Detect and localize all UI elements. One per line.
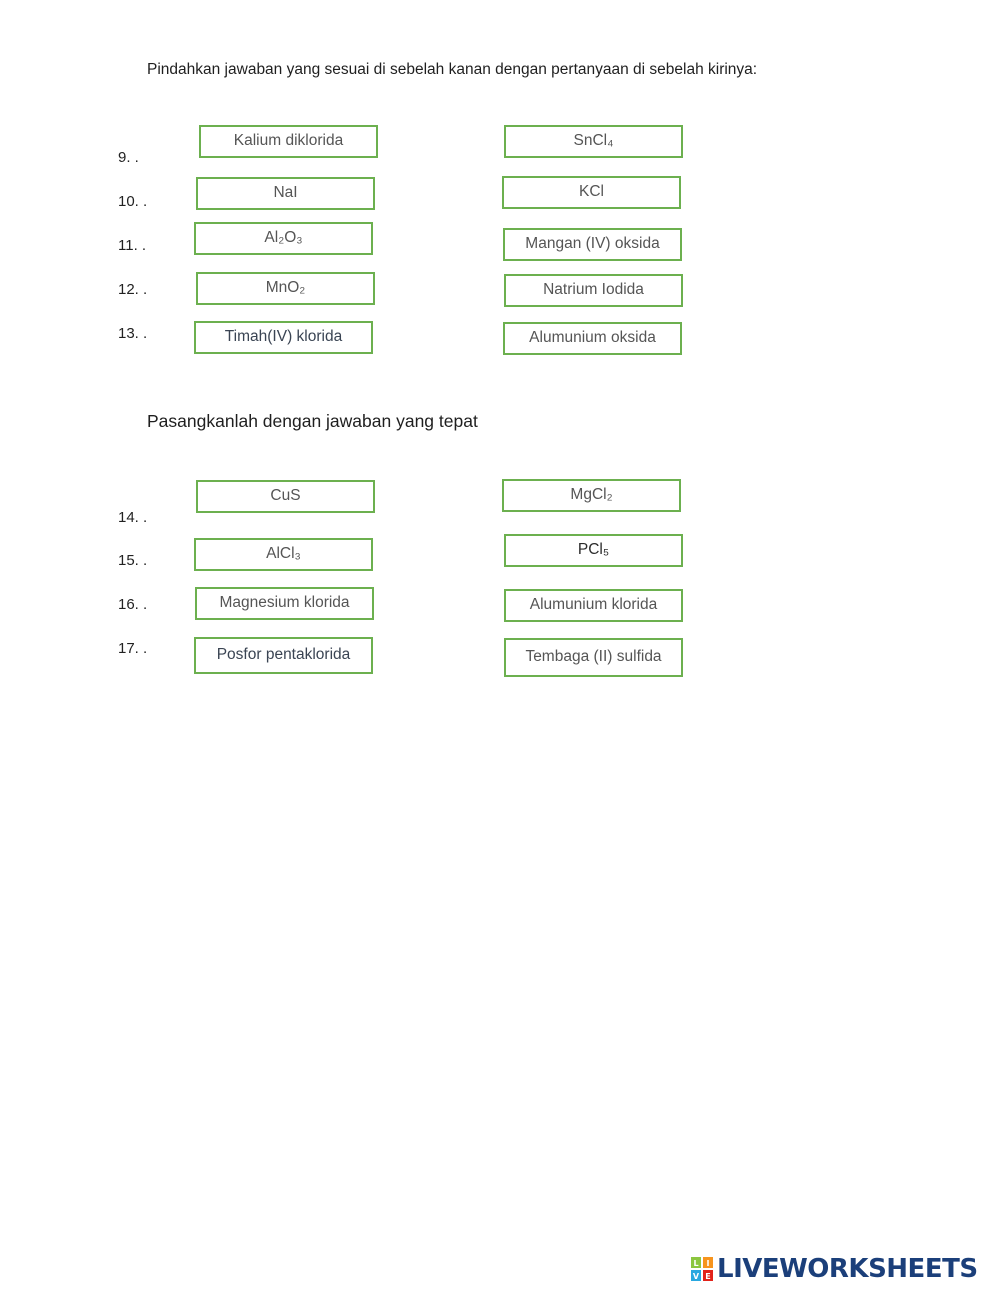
left-option-posfor-pentaklorida[interactable]: Posfor pentaklorida — [194, 637, 373, 674]
question-number-11: 11. . — [118, 237, 147, 254]
question-number-13: 13. . — [118, 325, 148, 342]
question-number-15: 15. . — [118, 552, 148, 569]
right-option-natrium-iodida[interactable]: Natrium Iodida — [504, 274, 683, 307]
question-number-14: 14. . — [118, 509, 148, 526]
right-option-alumunium-klorida[interactable]: Alumunium klorida — [504, 589, 683, 622]
right-option-mgcl2[interactable]: MgCl₂ — [502, 479, 681, 512]
left-option-alcl3[interactable]: AlCl₃ — [194, 538, 373, 571]
left-option-nai[interactable]: NaI — [196, 177, 375, 210]
left-option-timah-iv-klorida[interactable]: Timah(IV) klorida — [194, 321, 373, 354]
right-option-kcl[interactable]: KCl — [502, 176, 681, 209]
liveworksheets-logo-icon — [691, 1257, 713, 1281]
left-option-cus[interactable]: CuS — [196, 480, 375, 513]
logo-icon-letter-v: V — [692, 1272, 700, 1281]
left-option-mno2[interactable]: MnO₂ — [196, 272, 375, 305]
instruction-1: Pindahkan jawaban yang sesuai di sebelah kanan dengan pertanyaan di sebelah kirinya: — [147, 61, 758, 78]
liveworksheets-logo — [691, 1254, 978, 1284]
logo-icon-letter-i: I — [706, 1259, 710, 1268]
right-option-mangan-iv-oksida[interactable]: Mangan (IV) oksida — [503, 228, 682, 261]
liveworksheets-logo-text: LIVEWORKSHEETS — [717, 1254, 978, 1284]
question-number-17: 17. . — [118, 640, 148, 657]
question-number-9: 9. . — [118, 149, 139, 166]
left-option-magnesium-klorida[interactable]: Magnesium klorida — [195, 587, 374, 620]
logo-icon-letter-e: E — [705, 1272, 711, 1281]
right-option-sncl4[interactable]: SnCl₄ — [504, 125, 683, 158]
question-number-16: 16. . — [118, 596, 148, 613]
right-option-alumunium-oksida[interactable]: Alumunium oksida — [503, 322, 682, 355]
instruction-2: Pasangkanlah dengan jawaban yang tepat — [147, 411, 478, 431]
question-number-10: 10. . — [118, 193, 148, 210]
left-option-kalium-diklorida[interactable]: Kalium diklorida — [199, 125, 378, 158]
right-option-tembaga-ii-sulfida[interactable]: Tembaga (II) sulfida — [504, 638, 683, 677]
question-number-12: 12. . — [118, 281, 148, 298]
logo-icon-letter-l: L — [693, 1259, 699, 1268]
right-option-pcl5[interactable]: PCl₅ — [504, 534, 683, 567]
left-option-al2o3[interactable]: Al₂O₃ — [194, 222, 373, 255]
